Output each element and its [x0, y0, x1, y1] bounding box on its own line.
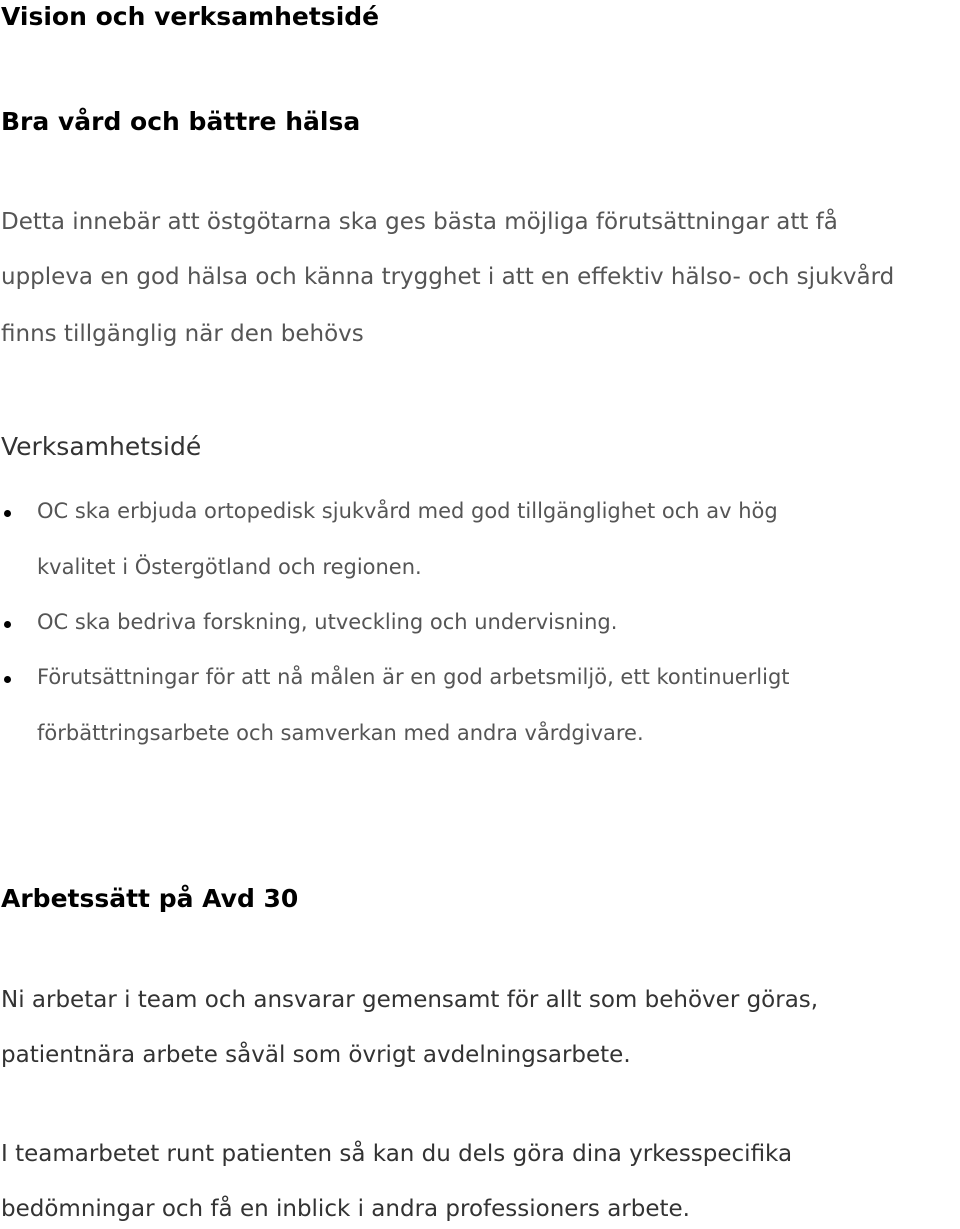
bullet-icon — [4, 510, 11, 517]
list-item-continuation: förbättringsarbete och samverkan med andra vårdgivare. — [37, 721, 644, 745]
list-item — [0, 610, 960, 640]
work-line: bedömningar och få en inblick i andra professioners arbete. — [1, 1196, 690, 1222]
vision-heading: Bra vård och bättre hälsa — [1, 107, 361, 136]
work-line: patientnära arbete såväl som övrigt avdelningsarbete. — [1, 1042, 631, 1068]
vision-line: finns tillgänglig när den behövs — [1, 321, 364, 347]
list-item-text: Förutsättningar för att nå målen är en god arbetsmiljö, ett kontinuerligt — [37, 665, 790, 689]
vision-line: uppleva en god hälsa och känna trygghet i att en effektiv hälso- och sjukvård — [1, 264, 895, 290]
list-item — [0, 665, 960, 695]
list-item-text: OC ska bedriva forskning, utveckling och undervisning. — [37, 610, 618, 634]
bullet-icon — [4, 621, 11, 628]
bullet-icon — [4, 676, 11, 683]
vision-line: Detta innebär att östgötarna ska ges bästa möjliga förutsättningar att få — [1, 209, 838, 235]
list-item-continuation: kvalitet i Östergötland och regionen. — [37, 555, 422, 579]
work-heading: Arbetssätt på Avd 30 — [1, 884, 299, 913]
mission-heading: Verksamhetsidé — [1, 432, 202, 461]
work-line: Ni arbetar i team och ansvarar gemensamt för allt som behöver göras, — [1, 987, 819, 1013]
work-line: I teamarbetet runt patienten så kan du dels göra dina yrkesspecifika — [1, 1141, 793, 1167]
list-item-text: OC ska erbjuda ortopedisk sjukvård med god tillgänglighet och av hög — [37, 499, 778, 523]
list-item — [0, 499, 960, 529]
page-title: Vision och verksamhetsidé — [1, 2, 380, 31]
